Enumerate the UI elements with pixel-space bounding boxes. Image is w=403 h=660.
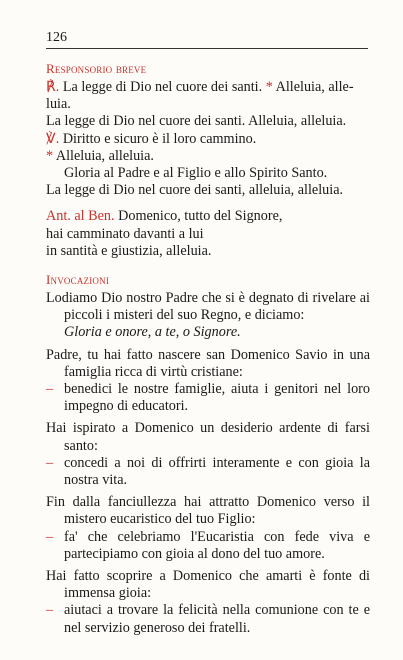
invocazioni-title: Invocazioni xyxy=(46,272,110,288)
responsorio-line-1 xyxy=(46,79,370,113)
invocation-response xyxy=(46,529,370,563)
invocation-response xyxy=(46,381,370,415)
invocation-petition: Fin dalla fanciullezza hai attratto Domenico verso il mistero eucaristico del tuo Figlio: xyxy=(46,494,370,528)
antiphon-line-1 xyxy=(46,208,370,225)
refrain-text: Alleluia, alleluia. xyxy=(55,147,154,164)
dash-mark: – xyxy=(46,454,54,471)
invocation-petition: Hai fatto scoprire a Domenico che amarti è fonte di immensa gioia: xyxy=(46,568,370,602)
invocation-3 xyxy=(46,494,370,563)
star-mark: * xyxy=(265,79,273,95)
dash-mark: – xyxy=(46,381,54,398)
responsorio-line-4 xyxy=(46,148,370,165)
header-rule xyxy=(46,48,368,49)
invocation-response-text: benedici le nostre famiglie, aiuta i genitori nel loro impegno di educatori. xyxy=(64,381,370,415)
star-mark: * xyxy=(46,147,54,164)
antiphon-label: Ant. al Ben. xyxy=(46,208,115,225)
responsorio-title: Responsorio breve xyxy=(46,61,147,76)
responsorio-text: La legge di Dio nel cuore dei santi. xyxy=(62,79,263,95)
invocation-response-text: fa' che celebriamo l'Eucaristia con fede viva e partecipiamo con gioia al dono del tuo amore. xyxy=(64,528,370,562)
versicle-symbol: ℣. xyxy=(46,130,60,147)
antiphon-line-3: in santità e giustizia, alleluia. xyxy=(46,242,212,259)
invocazioni-response: Gloria e onore, a te, o Signore. xyxy=(64,324,241,341)
page-number: 126 xyxy=(46,30,67,45)
invocation-petition: Hai ispirato a Domenico un desiderio ardente di farsi santo: xyxy=(46,420,370,454)
invocazioni-intro xyxy=(46,290,370,342)
invocation-petition: Padre, tu hai fatto nascere san Domenico Savio in una famiglia ricca di virtù cristiane: xyxy=(46,346,370,380)
invocation-response xyxy=(46,455,370,489)
responsorio-line-6: La legge di Dio nel cuore dei santi, alleluia, alleluia. xyxy=(46,182,344,199)
responsorio-refrain-cont: luia. xyxy=(46,96,71,113)
response-symbol: ℟. xyxy=(46,79,60,95)
dash-mark: – xyxy=(46,602,54,619)
antiphon xyxy=(46,208,370,260)
dash-mark: – xyxy=(46,528,54,545)
invocation-response xyxy=(46,602,370,636)
invocazioni-intro-text: Lodiamo Dio nostro Padre che si è degnato di rivelare ai piccoli i misteri del suo Regno, e diciamo: xyxy=(46,290,370,324)
invocation-2 xyxy=(46,420,370,489)
responsorio-refrain: Alleluia, alle- xyxy=(275,79,354,95)
responsorio-line-2: La legge di Dio nel cuore dei santi. Alleluia, alleluia. xyxy=(46,113,347,130)
invocation-4 xyxy=(46,568,370,637)
page xyxy=(46,30,370,637)
responsorio-line-5: Gloria al Padre e al Figlio e allo Spirito Santo. xyxy=(64,165,328,182)
responsorio-line-3 xyxy=(46,131,370,148)
invocation-1 xyxy=(46,347,370,416)
antiphon-line-2: hai camminato davanti a lui xyxy=(46,225,204,242)
versicle-text: Diritto e sicuro è il loro cammino. xyxy=(62,130,257,147)
invocation-response-text: concedi a noi di offrirti interamente e con gioia la nostra vita. xyxy=(64,454,370,489)
invocation-response-text: aiutaci a trovare la felicità nella comunione con te e nel servizio generoso dei fratelli. xyxy=(64,602,370,636)
antiphon-text: Domenico, tutto del Signore, xyxy=(118,208,283,225)
